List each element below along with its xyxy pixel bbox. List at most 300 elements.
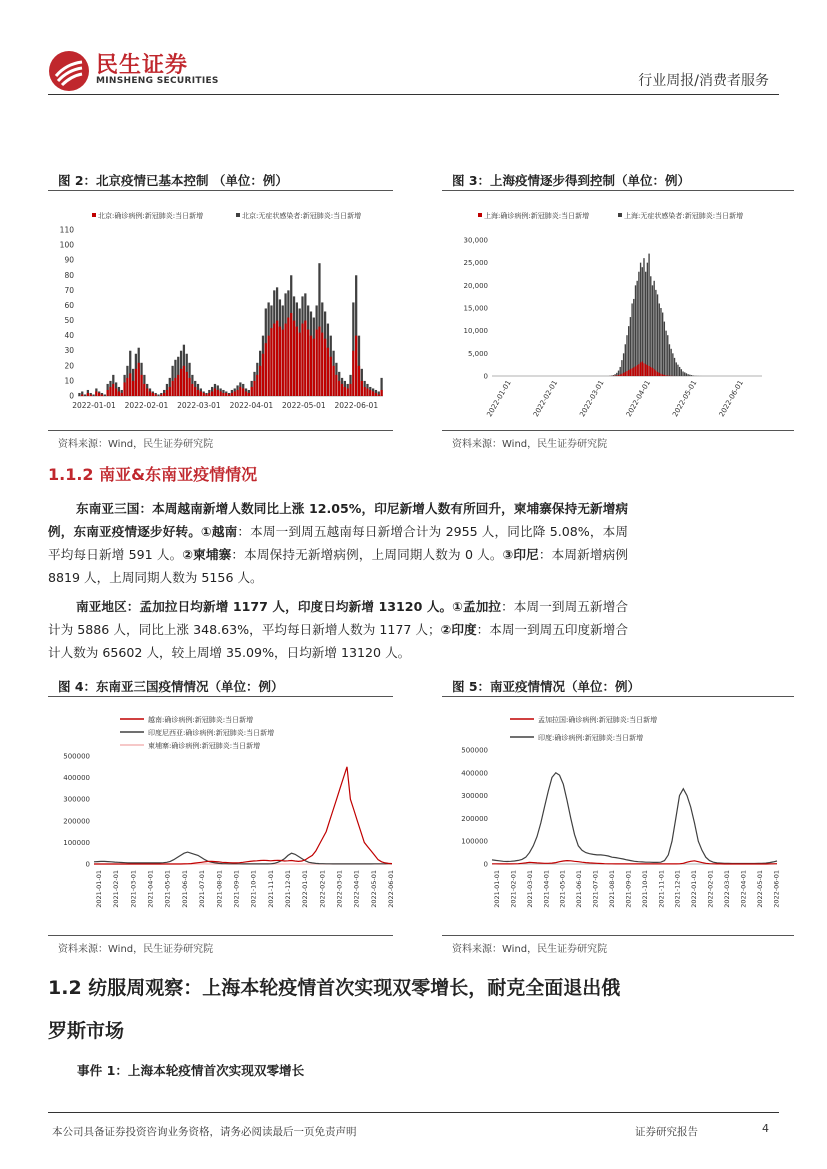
fig2-y-tick: 40 bbox=[64, 331, 74, 341]
fig2-bar bbox=[118, 391, 120, 396]
fig2-bar bbox=[344, 387, 346, 396]
fig3-bar bbox=[650, 367, 651, 376]
fig5-x-tick: 2021-02-01 bbox=[509, 870, 518, 908]
fig3-bar bbox=[623, 353, 624, 376]
fig4-x-tick: 2022-05-01 bbox=[369, 870, 378, 908]
fig5-bottom-rule bbox=[442, 935, 794, 936]
fig2-bar bbox=[138, 363, 140, 396]
fig3-bar bbox=[652, 368, 653, 376]
fig2-bar bbox=[129, 373, 131, 396]
fig3-bar bbox=[665, 331, 666, 376]
fig3-x-tick: 2022-05-01 bbox=[671, 379, 699, 419]
fig3-bar bbox=[623, 373, 624, 376]
fig2-bar bbox=[279, 327, 281, 396]
fig2-bar bbox=[253, 381, 255, 396]
fig2-bar bbox=[169, 387, 171, 396]
fig3-legend-swatch bbox=[618, 213, 622, 217]
fig2-bar bbox=[140, 375, 142, 396]
fig2-x-tick: 2022-03-01 bbox=[177, 401, 221, 410]
fig2-bar bbox=[236, 390, 238, 396]
fig3-bar bbox=[635, 285, 636, 376]
fig2-bar bbox=[358, 366, 360, 396]
fig3-top-rule bbox=[442, 190, 794, 191]
fig3-bar bbox=[648, 366, 649, 376]
fig2-bar bbox=[251, 387, 253, 396]
fig2-bar bbox=[104, 394, 106, 396]
fig2-bar bbox=[208, 393, 210, 396]
fig3-bar bbox=[630, 369, 631, 376]
fig5-source: 资料来源：Wind，民生证券研究院 bbox=[452, 944, 608, 955]
fig3-bar bbox=[670, 349, 671, 376]
fig2-bar bbox=[372, 391, 374, 396]
fig2-bar bbox=[174, 378, 176, 396]
fig3-bar bbox=[655, 371, 656, 376]
fig2-bar bbox=[197, 390, 199, 396]
fig2-bar bbox=[290, 313, 292, 396]
fig3-bar bbox=[630, 317, 631, 376]
fig2-y-tick: 50 bbox=[64, 316, 74, 326]
fig3-bar bbox=[672, 353, 673, 376]
fig5-x-tick: 2021-11-01 bbox=[657, 870, 666, 908]
fig2-bar bbox=[347, 388, 349, 396]
fig2-bar bbox=[101, 394, 103, 396]
fig3-bar bbox=[681, 369, 682, 376]
fig2-x-tick: 2022-06-01 bbox=[334, 401, 379, 410]
fig2-bar bbox=[84, 394, 86, 396]
fig5-x-tick: 2022-04-01 bbox=[739, 870, 748, 908]
fig3-y-tick: 10,000 bbox=[463, 327, 488, 336]
fig5-y-tick: 100000 bbox=[461, 837, 488, 846]
fig2-bar bbox=[219, 391, 221, 396]
fig2-y-tick: 0 bbox=[69, 391, 74, 401]
fig2-bar bbox=[205, 394, 207, 396]
fig4-x-tick: 2022-03-01 bbox=[335, 870, 344, 908]
fig2-y-tick: 80 bbox=[64, 270, 74, 280]
fig2-bar bbox=[355, 336, 357, 396]
fig2-bar bbox=[301, 324, 303, 396]
fig3-y-tick: 25,000 bbox=[463, 259, 488, 268]
paragraph-southeast-asia bbox=[48, 497, 628, 589]
fig3-chart bbox=[442, 196, 794, 428]
fig2-bar bbox=[191, 384, 193, 396]
fig2-bar bbox=[135, 369, 137, 396]
fig4-x-tick: 2021-09-01 bbox=[232, 870, 241, 908]
fig4-y-tick: 400000 bbox=[63, 774, 90, 783]
fig2-bar bbox=[304, 321, 306, 396]
para2-marker-bangladesh: ①孟加拉 bbox=[452, 599, 502, 614]
fig4-y-tick: 200000 bbox=[63, 817, 90, 826]
fig4-x-tick: 2021-05-01 bbox=[163, 870, 172, 908]
fig2-bar bbox=[157, 394, 159, 396]
fig2-bar bbox=[265, 343, 267, 396]
fig5-y-tick: 0 bbox=[483, 860, 488, 869]
fig3-bar bbox=[647, 365, 648, 376]
para1-lead: 东南亚三国：本周越南新增人数同比上涨 12.05%，印尼新增人数有所回升，柬埔寨保持无新增病例，东南亚疫情逐步好转。 bbox=[48, 501, 628, 539]
fig3-bar bbox=[638, 364, 639, 376]
fig2-bar bbox=[78, 393, 80, 396]
fig2-y-tick: 20 bbox=[64, 361, 74, 371]
fig2-bar bbox=[214, 388, 216, 396]
para1-text-indonesia: ：本周新增病例 8819 人，上周同期人数为 5156 人。 bbox=[48, 547, 628, 585]
fig2-bar bbox=[369, 390, 371, 396]
fig3-bar bbox=[659, 303, 660, 376]
fig2-bar bbox=[296, 327, 298, 396]
fig2-bar bbox=[330, 357, 332, 396]
fig4-x-tick: 2021-07-01 bbox=[198, 870, 207, 908]
fig2-bar bbox=[293, 321, 295, 396]
fig2-bar bbox=[217, 390, 219, 396]
fig2-bar bbox=[92, 394, 94, 396]
fig3-bar bbox=[674, 358, 675, 376]
fig5-x-tick: 2021-03-01 bbox=[525, 870, 534, 908]
para1-marker-vietnam: ①越南 bbox=[201, 524, 238, 539]
fig2-bar bbox=[123, 382, 125, 396]
fig3-bar bbox=[637, 365, 638, 376]
section-title-12-line1: 1.2 纺服周观察：上海本轮疫情首次实现双零增长，耐克全面退出俄 bbox=[48, 977, 621, 999]
fig4-series-line bbox=[94, 767, 392, 864]
fig3-y-tick: 15,000 bbox=[463, 304, 488, 313]
fig4-x-tick: 2021-06-01 bbox=[180, 870, 189, 908]
para1-text-cambodia: ：本周保持无新增病例，上周同期人数为 0 人。 bbox=[231, 547, 503, 562]
fig3-bar bbox=[640, 362, 641, 376]
header-divider bbox=[48, 94, 779, 95]
fig2-bar bbox=[200, 391, 202, 396]
para1-marker-cambodia: ②柬埔寨 bbox=[182, 547, 232, 562]
fig2-y-tick: 30 bbox=[64, 346, 74, 356]
fig2-bar bbox=[109, 387, 111, 396]
fig2-bar bbox=[327, 348, 329, 396]
fig2-bar bbox=[273, 324, 275, 396]
section-title-12-line2: 罗斯市场 bbox=[48, 1020, 125, 1042]
fig3-bar bbox=[625, 344, 626, 376]
fig2-bar bbox=[361, 381, 363, 396]
fig3-bar bbox=[657, 372, 658, 376]
fig3-bar bbox=[642, 361, 643, 376]
section-title-112: 1.1.2 南亚&东南亚疫情情况 bbox=[48, 465, 258, 484]
fig4-x-tick: 2022-04-01 bbox=[352, 870, 361, 908]
fig2-bar bbox=[166, 390, 168, 396]
fig2-legend-label: 北京:无症状感染者:新冠肺炎:当日新增 bbox=[242, 212, 362, 220]
fig5-x-tick: 2022-06-01 bbox=[772, 870, 781, 908]
fig3-bar bbox=[633, 299, 634, 376]
page-number: 4 bbox=[762, 1122, 769, 1135]
fig3-bar bbox=[616, 375, 617, 376]
fig4-x-tick: 2021-02-01 bbox=[112, 870, 121, 908]
fig2-bar bbox=[225, 393, 227, 396]
fig5-x-tick: 2022-05-01 bbox=[755, 870, 764, 908]
fig3-bar bbox=[628, 326, 629, 376]
fig3-bar bbox=[679, 367, 680, 376]
fig5-x-tick: 2021-04-01 bbox=[542, 870, 551, 908]
fig3-bar bbox=[686, 373, 687, 376]
fig2-bar bbox=[282, 330, 284, 396]
fig2-bar bbox=[335, 375, 337, 396]
fig5-title: 图 5：南亚疫情情况（单位：例） bbox=[452, 679, 641, 694]
fig5-x-tick: 2021-01-01 bbox=[493, 870, 501, 908]
fig3-bar bbox=[660, 308, 661, 376]
fig3-bar bbox=[669, 344, 670, 376]
minsheng-logo-icon bbox=[48, 50, 90, 92]
fig4-x-tick: 2021-01-01 bbox=[95, 870, 103, 908]
fig2-top-rule bbox=[48, 190, 393, 191]
fig2-chart bbox=[48, 196, 393, 428]
fig3-bar bbox=[660, 374, 661, 376]
fig2-legend-label: 北京:确诊病例:新冠肺炎:当日新增 bbox=[98, 212, 204, 220]
fig2-bar bbox=[152, 393, 154, 396]
fig2-bar bbox=[245, 391, 247, 396]
fig2-bar bbox=[276, 321, 278, 396]
fig4-x-tick: 2022-01-01 bbox=[301, 870, 310, 908]
fig2-bar bbox=[364, 387, 366, 396]
fig2-legend-swatch bbox=[236, 213, 240, 217]
fig2-bar bbox=[248, 393, 250, 396]
fig3-bar bbox=[633, 367, 634, 376]
fig2-y-tick: 110 bbox=[59, 225, 74, 235]
fig3-bar bbox=[648, 254, 649, 376]
fig4-bottom-rule bbox=[48, 935, 393, 936]
fig2-bar bbox=[287, 318, 289, 396]
fig5-top-rule bbox=[442, 696, 794, 697]
fig3-bar bbox=[645, 364, 646, 376]
fig5-legend-label: 孟加拉国:确诊病例:新冠肺炎:当日新增 bbox=[538, 716, 658, 724]
fig3-bar bbox=[653, 369, 654, 376]
fig3-bar bbox=[662, 374, 663, 376]
fig5-x-tick: 2022-01-01 bbox=[690, 870, 699, 908]
fig2-bar bbox=[81, 394, 83, 396]
footer-report-label: 证券研究报告 bbox=[635, 1126, 698, 1138]
fig2-bar bbox=[332, 366, 334, 396]
fig4-title: 图 4：东南亚三国疫情情况（单位：例） bbox=[58, 679, 284, 694]
fig3-legend-swatch bbox=[478, 213, 482, 217]
fig5-y-tick: 500000 bbox=[461, 746, 488, 755]
fig3-bar bbox=[645, 272, 646, 376]
fig2-y-tick: 90 bbox=[64, 255, 74, 265]
fig4-x-tick: 2021-11-01 bbox=[266, 870, 275, 908]
fig3-bottom-rule bbox=[442, 430, 794, 431]
fig3-y-tick: 0 bbox=[483, 372, 488, 381]
fig2-bar bbox=[378, 394, 380, 396]
fig3-y-tick: 5,000 bbox=[467, 349, 488, 358]
fig2-bar bbox=[318, 327, 320, 396]
fig3-bar bbox=[642, 267, 643, 376]
fig4-x-tick: 2021-08-01 bbox=[215, 870, 224, 908]
fig3-bar bbox=[637, 281, 638, 376]
fig2-bar bbox=[115, 388, 117, 396]
fig3-bar bbox=[621, 360, 622, 376]
fig2-bar bbox=[341, 384, 343, 396]
fig3-x-tick: 2022-04-01 bbox=[624, 379, 653, 419]
fig4-chart bbox=[48, 702, 396, 934]
fig2-bar bbox=[155, 394, 157, 396]
fig3-bar bbox=[662, 313, 663, 376]
fig2-bar bbox=[90, 394, 92, 396]
fig2-bar bbox=[186, 372, 188, 396]
fig4-x-tick: 2021-10-01 bbox=[249, 870, 258, 908]
para1-text-vietnam: ：本周一到周五越南每日新增合计为 2955 人，同比降 5.08%，本周平均每日新增 591 人。 bbox=[48, 524, 628, 562]
fig3-bar bbox=[626, 335, 627, 376]
fig3-bar bbox=[687, 374, 688, 376]
fig4-source: 资料来源：Wind，民生证券研究院 bbox=[58, 944, 214, 955]
fig2-bar bbox=[299, 333, 301, 396]
fig2-bar bbox=[338, 381, 340, 396]
fig3-bar bbox=[621, 374, 622, 376]
fig3-bar bbox=[676, 362, 677, 376]
fig2-bar bbox=[107, 390, 109, 396]
fig2-bar bbox=[121, 393, 123, 396]
fig2-bar bbox=[259, 366, 261, 396]
fig5-x-tick: 2022-02-01 bbox=[706, 870, 715, 908]
fig5-x-tick: 2021-12-01 bbox=[673, 870, 682, 908]
fig2-bar bbox=[112, 384, 114, 396]
fig4-legend-label: 印度尼西亚:确诊病例:新冠肺炎:当日新增 bbox=[148, 729, 275, 737]
fig2-bar bbox=[267, 336, 269, 396]
fig4-top-rule bbox=[48, 696, 393, 697]
fig2-bar bbox=[307, 330, 309, 396]
fig3-bar bbox=[655, 290, 656, 376]
fig3-x-tick: 2022-02-01 bbox=[531, 379, 560, 419]
fig2-bar bbox=[234, 391, 236, 396]
fig2-bar bbox=[262, 354, 264, 396]
fig5-legend-label: 印度:确诊病例:新冠肺炎:当日新增 bbox=[538, 734, 644, 742]
fig3-bar bbox=[631, 303, 632, 376]
fig2-bar bbox=[228, 394, 230, 396]
fig2-bar bbox=[324, 339, 326, 396]
fig2-bar bbox=[160, 394, 162, 396]
fig5-y-tick: 400000 bbox=[461, 769, 488, 778]
report-type: 行业周报/消费者服务 bbox=[638, 73, 769, 89]
fig4-y-tick: 500000 bbox=[63, 752, 90, 761]
fig2-y-tick: 70 bbox=[64, 285, 74, 295]
fig3-bar bbox=[635, 366, 636, 376]
fig3-bar bbox=[684, 372, 685, 376]
fig4-legend-label: 越南:确诊病例:新冠肺炎:当日新增 bbox=[148, 716, 254, 724]
fig2-bar bbox=[146, 388, 148, 396]
fig2-bar bbox=[194, 387, 196, 396]
fig3-legend-label: 上海:无症状感染者:新冠肺炎:当日新增 bbox=[624, 212, 744, 220]
fig4-x-tick: 2021-12-01 bbox=[283, 870, 292, 908]
fig3-bar bbox=[628, 370, 629, 376]
fig2-x-tick: 2022-01-01 bbox=[72, 401, 116, 410]
fig3-y-tick: 20,000 bbox=[463, 281, 488, 290]
footer-divider bbox=[48, 1112, 779, 1113]
fig3-bar bbox=[659, 373, 660, 376]
fig3-bar bbox=[626, 371, 627, 376]
fig2-bar bbox=[98, 393, 100, 396]
fig3-y-tick: 30,000 bbox=[463, 236, 488, 245]
fig2-bar bbox=[310, 336, 312, 396]
fig2-bar bbox=[284, 324, 286, 396]
fig2-bar bbox=[349, 384, 351, 396]
fig2-bar bbox=[180, 369, 182, 396]
fig3-bar bbox=[689, 375, 690, 376]
fig2-bar bbox=[87, 393, 89, 396]
fig3-bar bbox=[682, 371, 683, 376]
fig2-bar bbox=[256, 375, 258, 396]
fig3-bar bbox=[647, 263, 648, 376]
fig2-bar bbox=[270, 328, 272, 396]
fig4-x-tick: 2021-03-01 bbox=[129, 870, 138, 908]
fig5-x-tick: 2022-03-01 bbox=[723, 870, 732, 908]
fig3-bar bbox=[638, 272, 639, 376]
footer-disclaimer: 本公司具备证券投资咨询业务资格，请务必阅读最后一页免责声明 bbox=[52, 1126, 357, 1138]
fig3-bar bbox=[631, 368, 632, 376]
fig2-bar bbox=[126, 378, 128, 396]
fig3-x-tick: 2022-06-01 bbox=[717, 379, 745, 419]
fig3-bar bbox=[653, 281, 654, 376]
fig5-chart bbox=[442, 702, 794, 934]
fig2-bar bbox=[163, 393, 165, 396]
fig3-legend-label: 上海:确诊病例:新冠肺炎:当日新增 bbox=[484, 212, 590, 220]
fig2-x-tick: 2022-05-01 bbox=[282, 401, 326, 410]
fig2-legend-swatch bbox=[92, 213, 96, 217]
fig3-bar bbox=[640, 263, 641, 376]
fig2-title: 图 2：北京疫情已基本控制 （单位：例） bbox=[58, 173, 288, 188]
fig3-source: 资料来源：Wind，民生证券研究院 bbox=[452, 439, 608, 450]
fig2-bar bbox=[352, 351, 354, 396]
fig2-bar bbox=[143, 384, 145, 396]
fig2-bar bbox=[171, 381, 173, 396]
fig3-bar bbox=[665, 375, 666, 376]
para2-lead: 南亚地区：孟加拉日均新增 1177 人，印度日均新增 13120 人。 bbox=[76, 599, 453, 614]
para2-marker-india: ②印度 bbox=[440, 622, 477, 637]
fig2-bar bbox=[231, 393, 233, 396]
fig2-x-tick: 2022-04-01 bbox=[229, 401, 274, 410]
fig2-bar bbox=[366, 388, 368, 396]
fig4-y-tick: 300000 bbox=[63, 795, 90, 804]
para1-marker-indonesia: ③印尼 bbox=[502, 547, 539, 562]
fig3-bar bbox=[677, 365, 678, 376]
fig3-bar bbox=[667, 335, 668, 376]
fig5-x-tick: 2021-07-01 bbox=[591, 870, 600, 908]
fig2-y-tick: 60 bbox=[64, 300, 74, 310]
fig3-bar bbox=[625, 372, 626, 376]
fig5-y-tick: 300000 bbox=[461, 792, 488, 801]
fig3-bar bbox=[620, 374, 621, 376]
fig2-bar bbox=[316, 330, 318, 396]
fig3-bar bbox=[652, 285, 653, 376]
fig2-bar bbox=[222, 393, 224, 396]
fig2-bar bbox=[380, 390, 382, 396]
para2-text-bangladesh: ：本周一到周五新增合计为 5886 人，同比上涨 348.63%，平均每日新增人数为 1177 人； bbox=[48, 599, 629, 637]
fig2-x-tick: 2022-02-01 bbox=[124, 401, 169, 410]
fig2-bar bbox=[188, 378, 190, 396]
fig2-bar bbox=[321, 333, 323, 396]
fig2-bar bbox=[239, 387, 241, 396]
fig2-bar bbox=[203, 393, 205, 396]
fig2-source: 资料来源：Wind，民生证券研究院 bbox=[58, 439, 214, 450]
fig5-y-tick: 200000 bbox=[461, 814, 488, 823]
fig2-bar bbox=[95, 391, 97, 396]
para2-text-india: ：本周一到周五印度新增合计人数为 65602 人，较上周增 35.09%，日均新增 13120 人。 bbox=[48, 622, 628, 660]
fig5-x-tick: 2021-05-01 bbox=[558, 870, 567, 908]
fig2-bar bbox=[149, 391, 151, 396]
fig5-x-tick: 2021-10-01 bbox=[640, 870, 649, 908]
fig2-bar bbox=[313, 339, 315, 396]
fig3-bar bbox=[664, 322, 665, 376]
fig2-bar bbox=[132, 381, 134, 396]
fig4-y-tick: 100000 bbox=[63, 838, 90, 847]
fig4-x-tick: 2021-04-01 bbox=[146, 870, 155, 908]
company-name-cn: 民生证券 bbox=[96, 53, 189, 78]
fig4-x-tick: 2022-06-01 bbox=[387, 870, 396, 908]
fig3-bar bbox=[643, 363, 644, 376]
fig2-bar bbox=[211, 391, 213, 396]
fig2-bottom-rule bbox=[48, 430, 393, 431]
fig3-bar bbox=[664, 375, 665, 376]
event-1-heading: 事件 1：上海本轮疫情首次实现双零增长 bbox=[77, 1063, 305, 1078]
fig4-legend-label: 柬埔寨:确诊病例:新冠肺炎:当日新增 bbox=[148, 742, 261, 750]
fig5-x-tick: 2021-08-01 bbox=[608, 870, 617, 908]
